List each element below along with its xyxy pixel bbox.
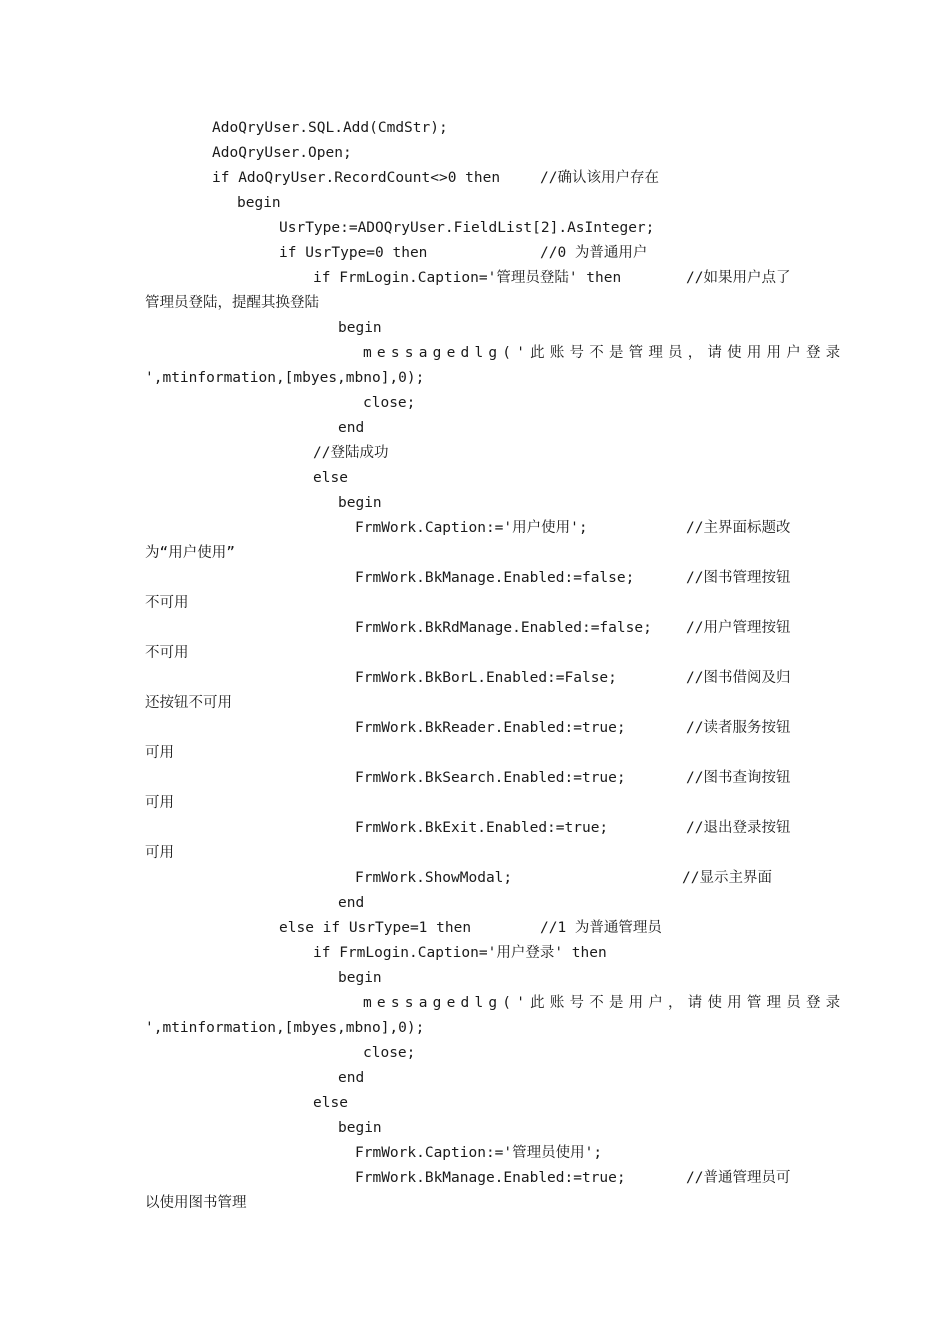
code-line-wrap: 不可用 — [145, 595, 189, 611]
code-line: FrmWork.BkBorL.Enabled:=False; — [355, 670, 617, 686]
code-comment: //普通管理员可 — [686, 1170, 791, 1186]
code-line: begin — [237, 195, 281, 211]
code-line: end — [338, 1070, 365, 1086]
code-line: end — [338, 420, 365, 436]
code-comment: //退出登录按钮 — [686, 820, 791, 836]
code-line: if AdoQryUser.RecordCount<>0 then — [212, 170, 501, 186]
code-line: FrmWork.BkManage.Enabled:=false; — [355, 570, 635, 586]
code-line: FrmWork.BkSearch.Enabled:=true; — [355, 770, 626, 786]
code-line: messagedlg('此账号不是用户，请使用管理员登录 — [363, 995, 846, 1011]
code-line: messagedlg('此账号不是管理员，请使用用户登录 — [363, 345, 846, 361]
code-line: FrmWork.BkManage.Enabled:=true; — [355, 1170, 626, 1186]
code-line: begin — [338, 970, 382, 986]
code-line: FrmWork.BkRdManage.Enabled:=false; — [355, 620, 652, 636]
code-comment: //图书管理按钮 — [686, 570, 791, 586]
code-comment: //图书借阅及归 — [686, 670, 791, 686]
code-comment: //0 为普通用户 — [540, 245, 648, 261]
code-line-wrap: 可用 — [145, 745, 174, 761]
code-line-wrap: 还按钮不可用 — [145, 695, 232, 711]
code-line-wrap: 以使用图书管理 — [145, 1195, 247, 1211]
code-line: close; — [363, 395, 416, 411]
code-line: close; — [363, 1045, 416, 1061]
code-line-wrap: ',mtinformation,[mbyes,mbno],0); — [145, 370, 425, 386]
code-line: FrmWork.BkExit.Enabled:=true; — [355, 820, 609, 836]
code-comment: //图书查询按钮 — [686, 770, 791, 786]
code-line-wrap: 为“用户使用” — [145, 545, 235, 561]
code-line: FrmWork.Caption:='管理员使用'; — [355, 1145, 603, 1161]
code-line: if FrmLogin.Caption='用户登录' then — [313, 945, 607, 961]
code-line: //登陆成功 — [313, 445, 389, 461]
code-line: end — [338, 895, 365, 911]
code-line: UsrType:=ADOQryUser.FieldList[2].AsInteger; — [279, 220, 655, 236]
code-comment: //如果用户点了 — [686, 270, 791, 286]
code-line: begin — [338, 320, 382, 336]
code-comment: //读者服务按钮 — [686, 720, 791, 736]
code-line: FrmWork.Caption:='用户使用'; — [355, 520, 588, 536]
code-line: else — [313, 470, 348, 486]
code-comment: //用户管理按钮 — [686, 620, 791, 636]
code-comment: //主界面标题改 — [686, 520, 791, 536]
code-line: AdoQryUser.SQL.Add(CmdStr); — [212, 120, 448, 136]
code-line: FrmWork.ShowModal; — [355, 870, 513, 886]
code-line-wrap: 管理员登陆，提醒其换登陆 — [145, 295, 319, 311]
code-line-wrap: 可用 — [145, 795, 174, 811]
code-line: AdoQryUser.Open; — [212, 145, 352, 161]
code-line: begin — [338, 1120, 382, 1136]
code-line: if FrmLogin.Caption='管理员登陆' then — [313, 270, 622, 286]
code-line-wrap: 不可用 — [145, 645, 189, 661]
code-line: FrmWork.BkReader.Enabled:=true; — [355, 720, 626, 736]
code-comment: //1 为普通管理员 — [540, 920, 662, 936]
code-line-wrap: 可用 — [145, 845, 174, 861]
code-comment: //确认该用户存在 — [540, 170, 659, 186]
code-line: else — [313, 1095, 348, 1111]
code-line-wrap: ',mtinformation,[mbyes,mbno],0); — [145, 1020, 425, 1036]
code-line: begin — [338, 495, 382, 511]
code-line: if UsrType=0 then — [279, 245, 428, 261]
code-line: else if UsrType=1 then — [279, 920, 472, 936]
code-comment: //显示主界面 — [682, 870, 772, 886]
